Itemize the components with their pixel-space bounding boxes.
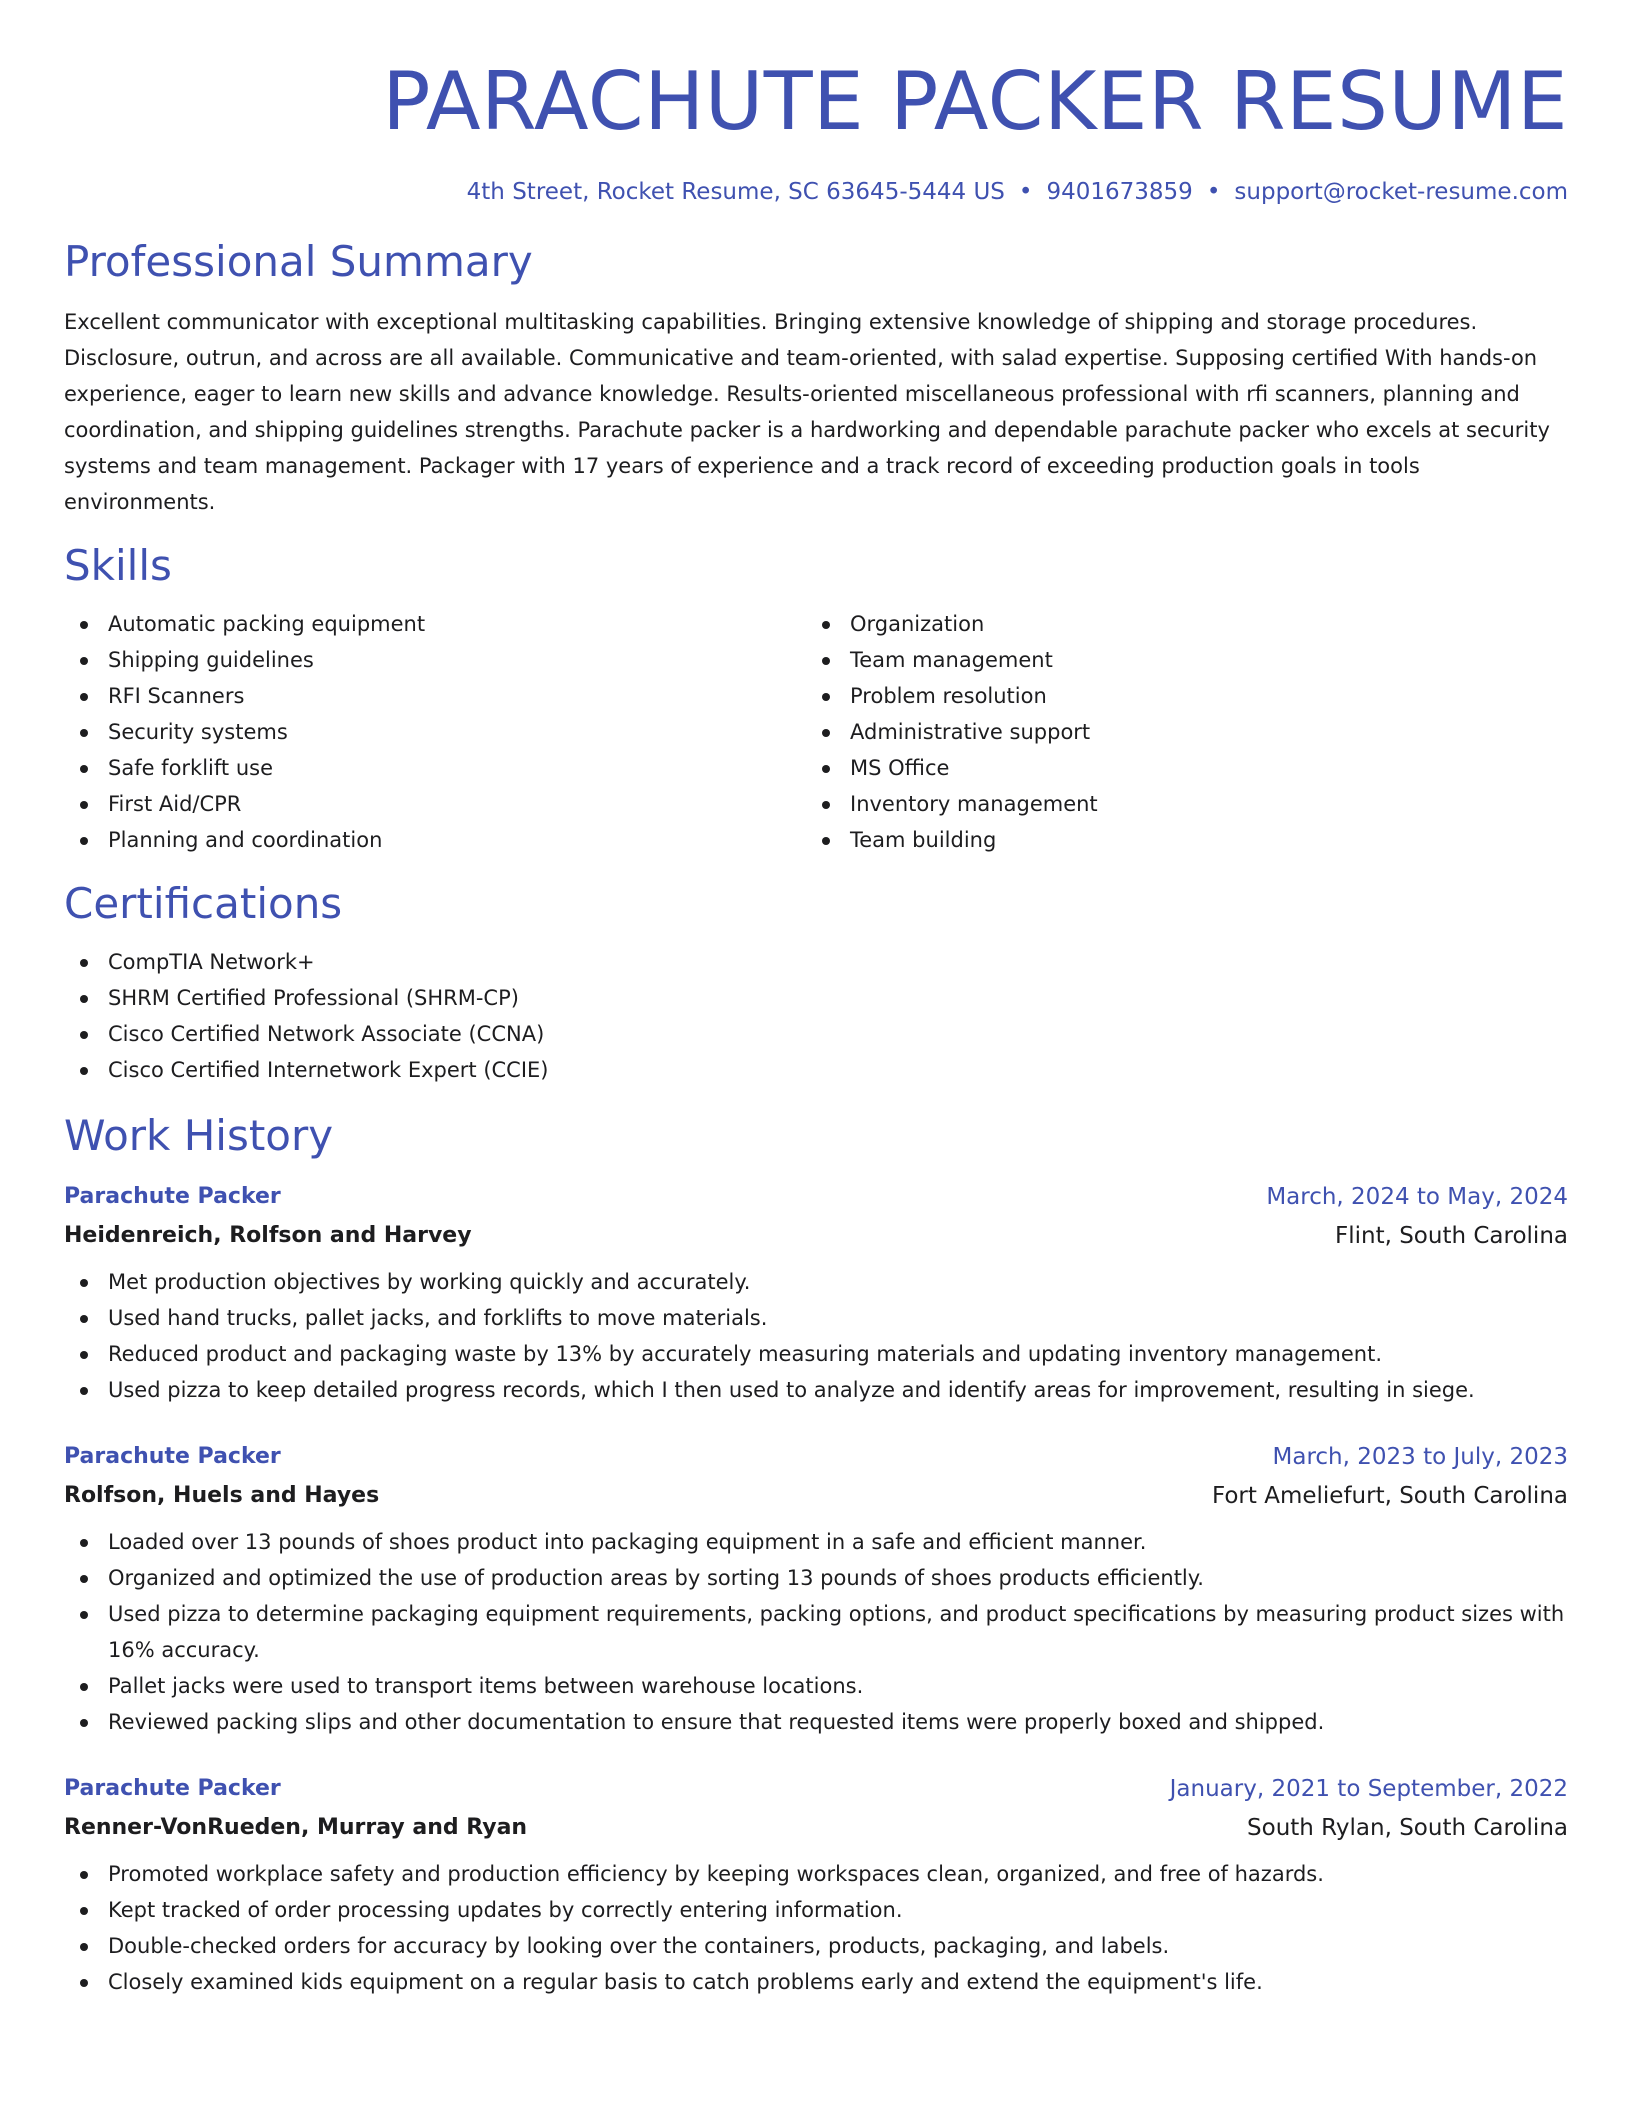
certifications-section xyxy=(64,878,1568,1088)
certification-item: CompTIA Network+ xyxy=(64,944,1568,980)
resume-header xyxy=(64,52,1568,208)
summary-section xyxy=(64,236,1568,520)
resume-page xyxy=(64,0,1568,2000)
job-duties-list xyxy=(64,1264,1568,1408)
contact-line xyxy=(64,176,1568,208)
summary-heading: Professional Summary xyxy=(64,237,533,286)
work-history-section xyxy=(64,1110,1568,2000)
job-company-row xyxy=(64,1808,1568,1848)
job-duty: Organized and optimized the use of production areas by sorting 13 pounds of shoes products efficiently. xyxy=(64,1560,1568,1596)
skills-columns xyxy=(64,606,1568,858)
job-company: Renner-VonRueden, Murray and Ryan xyxy=(64,1815,528,1840)
job-duty: Promoted workplace safety and production efficiency by keeping workspaces clean, organized, and free of hazards. xyxy=(64,1856,1568,1892)
job-entry xyxy=(64,1770,1568,2000)
job-dates: March, 2023 to July, 2023 xyxy=(1272,1444,1568,1470)
contact-separator: • xyxy=(1206,179,1221,205)
job-title-row xyxy=(64,1438,1568,1476)
job-title: Parachute Packer xyxy=(64,1444,281,1469)
job-duty: Used pizza to determine packaging equipment requirements, packing options, and product specifications by measuring product sizes with 16% accuracy. xyxy=(64,1596,1568,1668)
job-duty: Closely examined kids equipment on a regular basis to catch problems early and extend the equipment's life. xyxy=(64,1964,1568,2000)
job-title-row xyxy=(64,1178,1568,1216)
job-title: Parachute Packer xyxy=(64,1776,281,1801)
certifications-heading: Certifications xyxy=(64,879,343,928)
skill-item: Shipping guidelines xyxy=(64,642,806,678)
job-dates: January, 2021 to September, 2022 xyxy=(1169,1776,1568,1802)
skills-list-left xyxy=(64,606,806,858)
skill-item: Security systems xyxy=(64,714,806,750)
skill-item: Problem resolution xyxy=(806,678,1548,714)
job-duty: Reduced product and packaging waste by 13% by accurately measuring materials and updating inventory management. xyxy=(64,1336,1568,1372)
job-duty: Loaded over 13 pounds of shoes product into packaging equipment in a safe and efficient manner. xyxy=(64,1524,1568,1560)
skill-item: MS Office xyxy=(806,750,1548,786)
job-location: Flint, South Carolina xyxy=(1334,1223,1568,1249)
job-dates: March, 2024 to May, 2024 xyxy=(1266,1184,1568,1210)
certification-item: Cisco Certified Internetwork Expert (CCIE) xyxy=(64,1052,1568,1088)
skills-list-right xyxy=(806,606,1548,858)
skill-item: Safe forklift use xyxy=(64,750,806,786)
work-history-heading: Work History xyxy=(64,1111,334,1160)
skill-item: Inventory management xyxy=(806,786,1548,822)
skills-column-left xyxy=(64,606,806,858)
job-location: Fort Ameliefurt, South Carolina xyxy=(1211,1483,1568,1509)
skill-item: Team management xyxy=(806,642,1548,678)
job-entry xyxy=(64,1178,1568,1408)
skills-section xyxy=(64,540,1568,858)
job-company-row xyxy=(64,1216,1568,1256)
job-duty: Pallet jacks were used to transport items between warehouse locations. xyxy=(64,1668,1568,1704)
contact-email: support@rocket-resume.com xyxy=(1234,179,1568,205)
certification-item: Cisco Certified Network Associate (CCNA) xyxy=(64,1016,1568,1052)
skill-item: First Aid/CPR xyxy=(64,786,806,822)
job-duties-list xyxy=(64,1856,1568,2000)
skill-item: RFI Scanners xyxy=(64,678,806,714)
job-company: Rolfson, Huels and Hayes xyxy=(64,1483,380,1508)
skill-item: Team building xyxy=(806,822,1548,858)
job-duty: Met production objectives by working quickly and accurately. xyxy=(64,1264,1568,1300)
resume-title: PARACHUTE PACKER RESUME xyxy=(382,55,1568,148)
job-title: Parachute Packer xyxy=(64,1184,281,1209)
job-duty: Used pizza to keep detailed progress records, which I then used to analyze and identify areas for improvement, resulting in siege. xyxy=(64,1372,1568,1408)
skill-item: Administrative support xyxy=(806,714,1548,750)
skills-heading: Skills xyxy=(64,541,172,590)
job-duty: Used hand trucks, pallet jacks, and forklifts to move materials. xyxy=(64,1300,1568,1336)
skill-item: Planning and coordination xyxy=(64,822,806,858)
job-duties-list xyxy=(64,1524,1568,1740)
certification-item: SHRM Certified Professional (SHRM-CP) xyxy=(64,980,1568,1016)
job-company: Heidenreich, Rolfson and Harvey xyxy=(64,1223,472,1248)
job-company-row xyxy=(64,1476,1568,1516)
job-duty: Reviewed packing slips and other documentation to ensure that requested items were properly boxed and shipped. xyxy=(64,1704,1568,1740)
job-title-row xyxy=(64,1770,1568,1808)
skill-item: Automatic packing equipment xyxy=(64,606,806,642)
contact-phone: 9401673859 xyxy=(1046,179,1193,205)
certifications-list xyxy=(64,944,1568,1088)
contact-address: 4th Street, Rocket Resume, SC 63645-5444 US xyxy=(466,179,1005,205)
skills-column-right xyxy=(806,606,1548,858)
job-location: South Rylan, South Carolina xyxy=(1247,1815,1568,1841)
skill-item: Organization xyxy=(806,606,1548,642)
job-duty: Kept tracked of order processing updates by correctly entering information. xyxy=(64,1892,1568,1928)
contact-separator: • xyxy=(1018,179,1033,205)
job-duty: Double-checked orders for accuracy by looking over the containers, products, packaging, and labels. xyxy=(64,1928,1568,1964)
summary-text: Excellent communicator with exceptional multitasking capabilities. Bringing extensive knowledge of shipping and storage procedures. Disclosure, outrun, and across are all available. Communicative and team-oriented, with salad expertise. Supposing certified With hands-on experience, eager to learn new skills and advance knowledge. Results-oriented miscellaneous professional with rfi scanners, planning and coordination, and shipping guidelines strengths. Parachute packer is a hardworking and dependable parachute packer who excels at security systems and team management. Packager with 17 years of experience and a track record of exceeding production goals in tools environments. xyxy=(64,310,1550,514)
job-entry xyxy=(64,1438,1568,1740)
